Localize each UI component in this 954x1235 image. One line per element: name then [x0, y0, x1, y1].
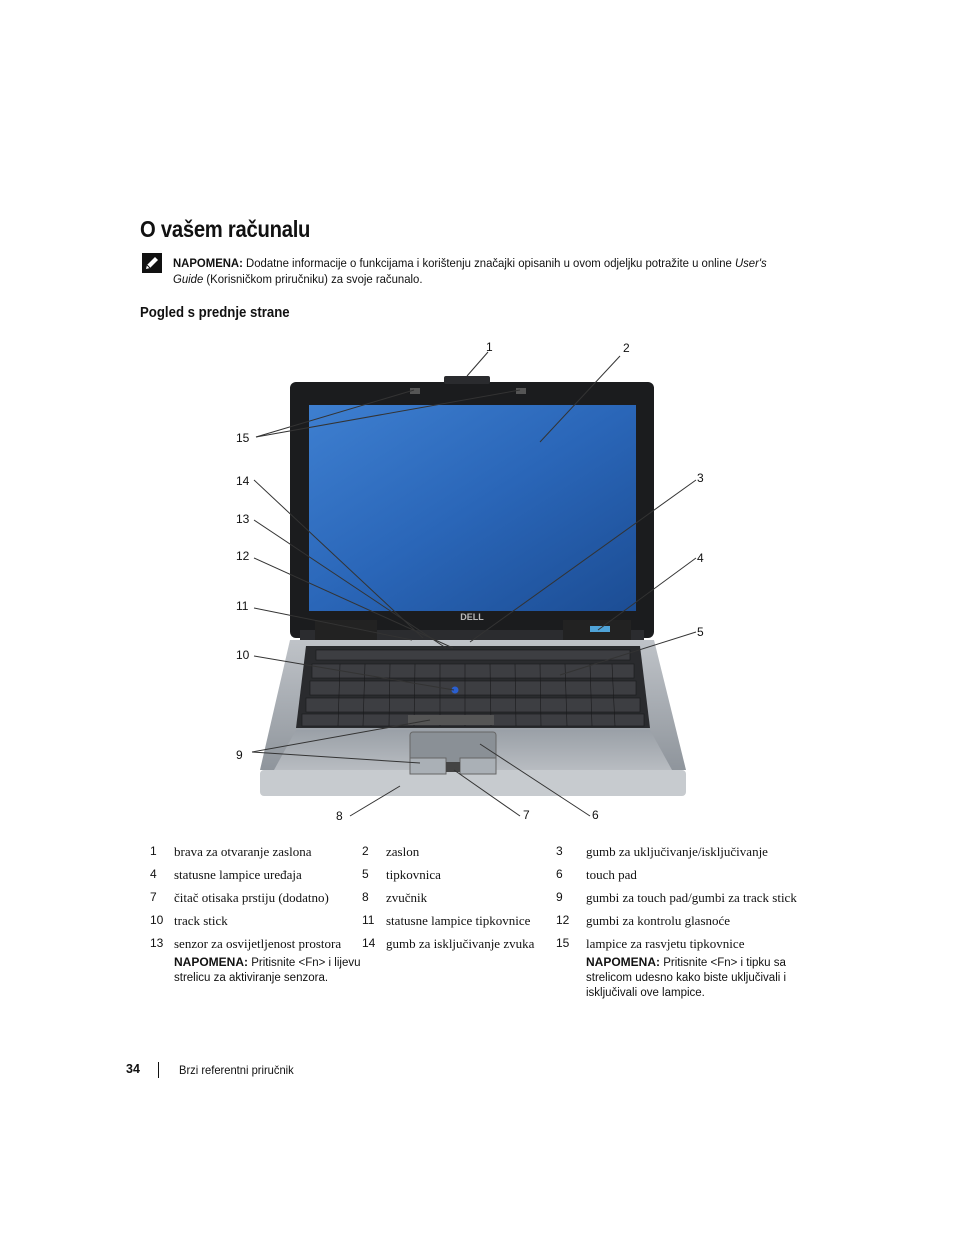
legend-note-text: Pritisnite <Fn> i lijevu strelicu za aktiviranje senzora. — [174, 957, 361, 984]
legend-num: 4 — [150, 867, 157, 881]
legend-num: 15 — [556, 936, 570, 950]
legend-table — [150, 843, 810, 1007]
callout-7: 7 — [523, 808, 530, 822]
callout-15: 15 — [236, 431, 250, 445]
legend-text: gumb za isključivanje zvuka — [386, 936, 535, 951]
legend-text: touch pad — [586, 867, 637, 882]
legend-text-with-note — [174, 935, 362, 1007]
callout-10: 10 — [236, 648, 250, 662]
callout-4: 4 — [697, 551, 704, 565]
pencil-note-icon — [142, 253, 162, 273]
legend-num: 3 — [556, 844, 563, 858]
legend-num: 7 — [150, 890, 157, 904]
callout-13: 13 — [236, 512, 250, 526]
table-row — [150, 889, 810, 912]
callout-9: 9 — [236, 748, 243, 762]
legend-num: 12 — [556, 913, 570, 927]
page-title: O vašem računalu — [140, 216, 311, 242]
laptop-front-view-illustration — [0, 330, 954, 830]
callout-8: 8 — [336, 809, 343, 823]
section-subtitle: Pogled s prednje strane — [140, 304, 290, 321]
table-row — [150, 912, 810, 935]
callout-11: 11 — [236, 599, 249, 613]
legend-text: senzor za osvijetljenost prostora — [174, 936, 342, 951]
table-row — [150, 866, 810, 889]
legend-num: 13 — [150, 936, 164, 950]
callout-5: 5 — [697, 625, 704, 639]
legend-text: statusne lampice uređaja — [174, 867, 302, 882]
legend-text: gumb za uključivanje/isključivanje — [586, 844, 768, 859]
legend-note-label: NAPOMENA: — [174, 955, 248, 969]
legend-note-text: Pritisnite <Fn> i tipku sa strelicom udesno kako biste uključivali i isključivali ove lampice. — [586, 957, 787, 999]
page-number: 34 — [126, 1062, 140, 1076]
legend-note-label: NAPOMENA: — [586, 955, 660, 969]
legend-num: 2 — [362, 844, 369, 858]
note-label: NAPOMENA: — [173, 256, 243, 270]
footer-divider — [158, 1062, 159, 1078]
legend-text: track stick — [174, 913, 228, 928]
note-text-italic: User's Guide — [173, 256, 767, 286]
legend-text: brava za otvaranje zaslona — [174, 844, 312, 859]
table-row — [150, 843, 810, 866]
note-paragraph — [173, 255, 768, 287]
note-text-2: (Korisničkom priručniku) za svoje računalo. — [203, 272, 423, 286]
callout-6: 6 — [592, 808, 599, 822]
legend-text: čitač otisaka prstiju (dodatno) — [174, 890, 329, 905]
legend-num: 10 — [150, 913, 164, 927]
callout-14: 14 — [236, 474, 250, 488]
legend-text: zaslon — [386, 844, 420, 859]
callout-2: 2 — [623, 341, 630, 355]
legend-num: 14 — [362, 936, 376, 950]
legend-text-with-note — [586, 935, 810, 1007]
legend-note — [174, 955, 362, 986]
svg-text:DELL: DELL — [460, 612, 484, 622]
callout-12: 12 — [236, 549, 250, 563]
callout-1: 1 — [486, 340, 493, 354]
legend-text: zvučnik — [386, 890, 428, 905]
callout-3: 3 — [697, 471, 704, 485]
footer-title: Brzi referentni priručnik — [179, 1063, 294, 1077]
legend-text: lampice za rasvjetu tipkovnice — [586, 936, 745, 951]
legend-text: statusne lampice tipkovnice — [386, 913, 531, 928]
table-row — [150, 935, 810, 1007]
note-text-1: Dodatne informacije o funkcijama i korištenju značajki opisanih u ovom odjeljku potražite u online — [242, 256, 735, 270]
legend-num: 1 — [150, 844, 157, 858]
legend-num: 11 — [362, 913, 375, 927]
legend-num: 8 — [362, 890, 369, 904]
legend-text: gumbi za touch pad/gumbi za track stick — [586, 890, 797, 905]
legend-text: gumbi za kontrolu glasnoće — [586, 913, 731, 928]
legend-note — [586, 955, 810, 1001]
legend-num: 6 — [556, 867, 563, 881]
legend-num: 5 — [362, 867, 369, 881]
legend-text: tipkovnica — [386, 867, 441, 882]
legend-num: 9 — [556, 890, 563, 904]
